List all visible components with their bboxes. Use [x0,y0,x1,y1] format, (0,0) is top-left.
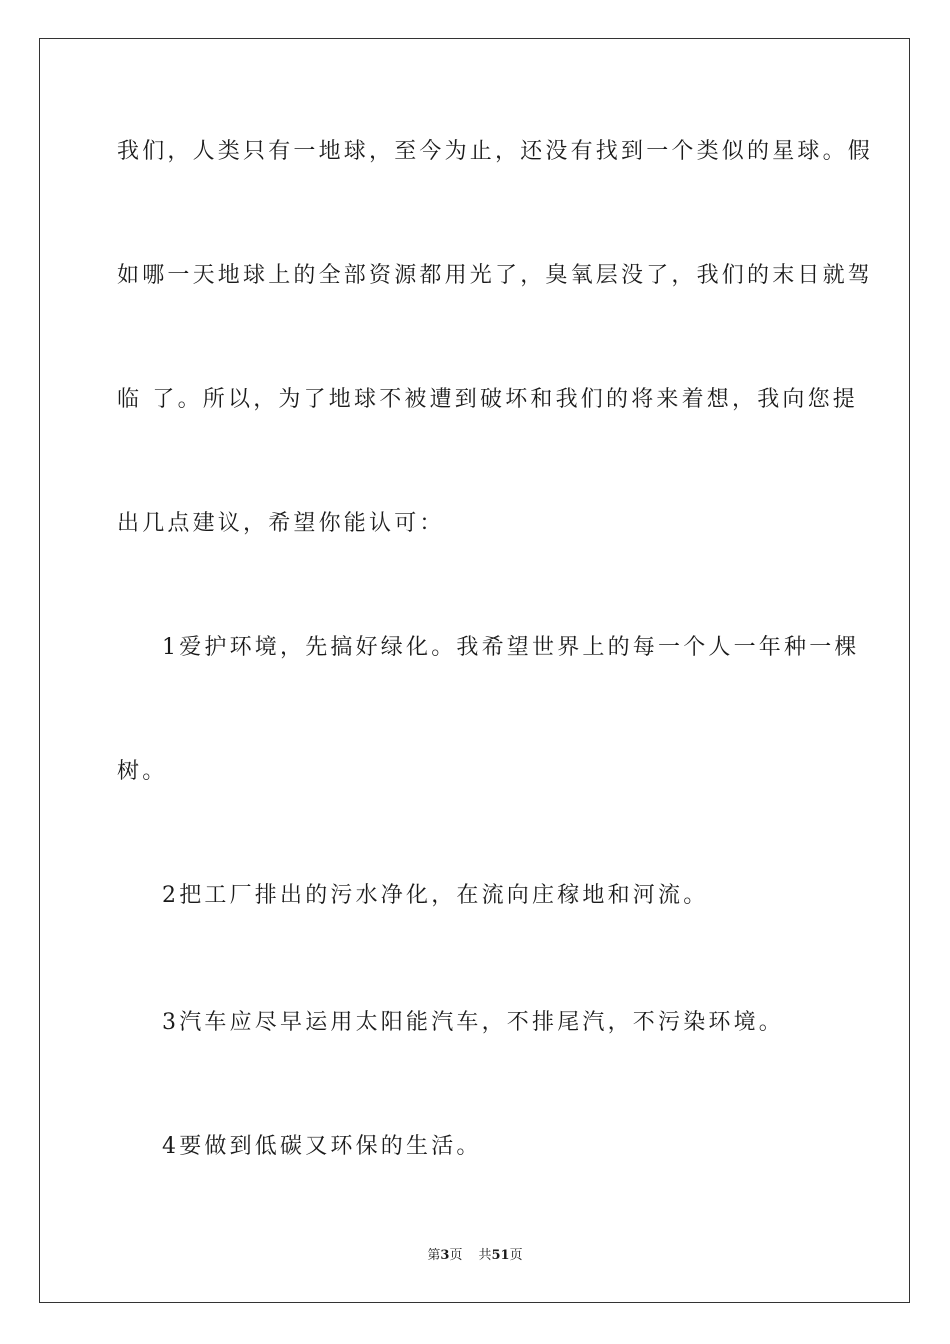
page-border [39,38,910,1303]
page-number: 3 [440,1248,450,1263]
total-prefix: 共 [478,1248,492,1263]
body-line-1: 我们，人类只有一地球，至今为止，还没有找到一个类似的星球。假 [117,139,874,164]
total-suffix: 页 [509,1248,523,1263]
page-suffix: 页 [449,1248,463,1263]
body-line-4: 出几点建议，希望你能认可： [117,511,445,536]
suggestion-1-line-1: 1爱护环境，先搞好绿化。我希望世界上的每一个人一年种一棵 [162,635,860,660]
total-pages: 51 [491,1248,510,1263]
suggestion-3: 3汽车应尽早运用太阳能汽车，不排尾汽，不污染环境。 [162,1010,784,1035]
page-footer [0,1248,950,1264]
page-prefix: 第 [427,1248,441,1263]
body-line-2: 如哪一天地球上的全部资源都用光了，臭氧层没了，我们的末日就驾 [117,263,874,288]
suggestion-1-line-2: 树。 [117,759,168,784]
body-line-3: 临 了。所以，为了地球不被遭到破坏和我们的将来着想，我向您提 [117,387,858,412]
suggestion-2: 2把工厂排出的污水净化，在流向庄稼地和河流。 [162,883,709,908]
suggestion-4: 4要做到低碳又环保的生活。 [162,1134,482,1159]
